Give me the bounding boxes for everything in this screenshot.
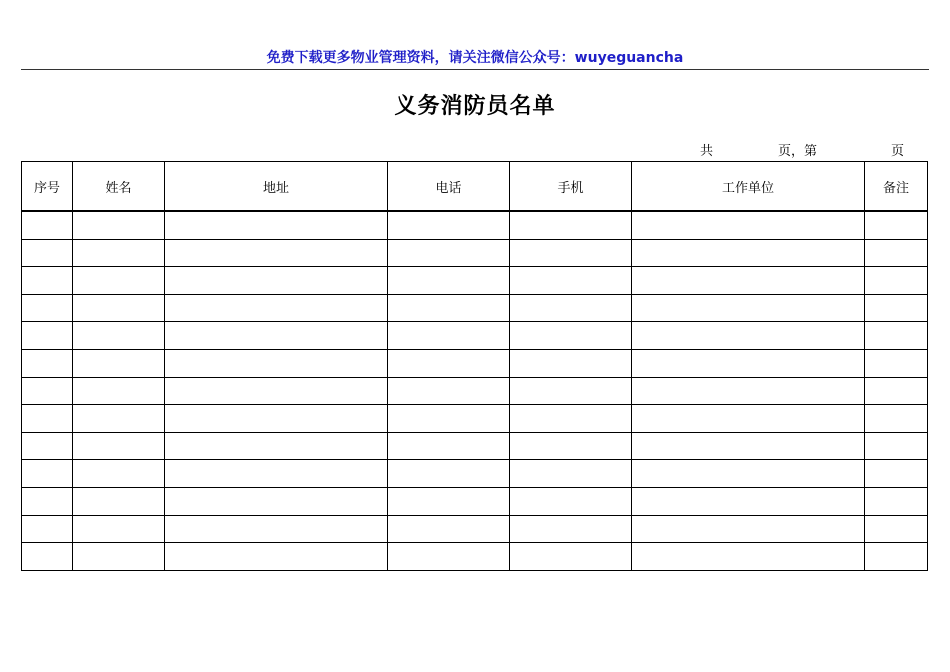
col-header-remarks: 备注 [865,162,928,212]
table-cell[interactable] [73,543,165,571]
table-cell[interactable] [388,487,510,515]
document-title: 义务消防员名单 [394,94,556,119]
table-cell[interactable] [165,432,388,460]
table-cell[interactable] [865,432,928,460]
col-header-serial: 序号 [22,162,73,212]
table-cell[interactable] [865,487,928,515]
table-row [22,377,928,405]
table-cell[interactable] [73,460,165,488]
table-cell[interactable] [73,432,165,460]
table-cell[interactable] [510,294,632,322]
table-body [22,211,928,570]
table-row [22,322,928,350]
table-cell[interactable] [388,377,510,405]
table-cell[interactable] [632,405,865,433]
table-cell[interactable] [632,211,865,239]
table-cell[interactable] [510,432,632,460]
table-cell[interactable] [73,294,165,322]
table-cell[interactable] [510,377,632,405]
table-cell[interactable] [22,487,73,515]
col-header-name: 姓名 [73,162,165,212]
table-row [22,432,928,460]
table-cell[interactable] [632,377,865,405]
table-cell[interactable] [165,543,388,571]
page-separator-label: 页，第 [778,144,818,159]
table-cell[interactable] [22,460,73,488]
table-row [22,211,928,239]
table-cell[interactable] [510,211,632,239]
table-cell[interactable] [22,239,73,267]
table-cell[interactable] [865,543,928,571]
table-cell[interactable] [165,405,388,433]
table-cell[interactable] [22,515,73,543]
volunteer-firefighter-table [21,161,928,571]
table-cell[interactable] [510,543,632,571]
table-cell[interactable] [22,267,73,295]
table-cell[interactable] [165,294,388,322]
table-cell[interactable] [632,515,865,543]
table-cell[interactable] [388,267,510,295]
table-cell[interactable] [22,322,73,350]
table-cell[interactable] [73,487,165,515]
table-row [22,515,928,543]
table-cell[interactable] [165,322,388,350]
table-cell[interactable] [388,211,510,239]
table-cell[interactable] [865,515,928,543]
table-cell[interactable] [165,377,388,405]
table-cell[interactable] [73,239,165,267]
table-cell[interactable] [865,377,928,405]
table-cell[interactable] [510,239,632,267]
table-cell[interactable] [165,487,388,515]
table-cell[interactable] [865,405,928,433]
table-cell[interactable] [22,294,73,322]
table-row [22,349,928,377]
table-cell[interactable] [73,349,165,377]
table-cell[interactable] [388,405,510,433]
table-cell[interactable] [865,294,928,322]
table-cell[interactable] [510,405,632,433]
table-cell[interactable] [22,349,73,377]
table-cell[interactable] [632,432,865,460]
table-cell[interactable] [165,239,388,267]
col-header-employer: 工作单位 [632,162,865,212]
table-cell[interactable] [165,460,388,488]
table-cell[interactable] [388,322,510,350]
table-cell[interactable] [865,460,928,488]
table-cell[interactable] [510,487,632,515]
table-row [22,487,928,515]
table-cell[interactable] [73,267,165,295]
col-header-phone: 电话 [388,162,510,212]
table-cell[interactable] [165,515,388,543]
table-cell[interactable] [22,543,73,571]
table-cell[interactable] [73,515,165,543]
col-header-address: 地址 [165,162,388,212]
table-cell[interactable] [388,460,510,488]
table-cell[interactable] [510,515,632,543]
header-divider [21,69,929,70]
table-cell[interactable] [865,349,928,377]
table-row [22,267,928,295]
table-cell[interactable] [22,405,73,433]
table-cell[interactable] [22,211,73,239]
table-row [22,460,928,488]
table-cell[interactable] [22,377,73,405]
table-cell[interactable] [388,294,510,322]
table-cell[interactable] [388,515,510,543]
table-row [22,405,928,433]
table-cell[interactable] [22,432,73,460]
table-cell[interactable] [73,322,165,350]
header-banner: 免费下载更多物业管理资料，请关注微信公众号：wuyeguancha [266,50,684,66]
table-cell[interactable] [632,487,865,515]
table-row [22,239,928,267]
table-cell[interactable] [388,349,510,377]
table-cell[interactable] [388,432,510,460]
table-cell[interactable] [510,349,632,377]
table-row [22,294,928,322]
table-cell[interactable] [632,322,865,350]
table-cell[interactable] [388,239,510,267]
table-row [22,543,928,571]
table-cell[interactable] [165,267,388,295]
table-cell[interactable] [865,239,928,267]
table-cell[interactable] [510,322,632,350]
table-cell[interactable] [632,460,865,488]
table-cell[interactable] [632,239,865,267]
table-cell[interactable] [165,211,388,239]
table-cell[interactable] [865,267,928,295]
table-cell[interactable] [165,349,388,377]
table-cell[interactable] [632,267,865,295]
table-cell[interactable] [73,405,165,433]
table-cell[interactable] [632,294,865,322]
table-cell[interactable] [388,543,510,571]
table-cell[interactable] [73,377,165,405]
table-header-row [22,162,928,212]
table-cell[interactable] [510,460,632,488]
page-total-label: 共 [700,144,714,159]
table-cell[interactable] [865,211,928,239]
table-cell[interactable] [510,267,632,295]
page-current-label: 页 [891,144,905,159]
col-header-mobile: 手机 [510,162,632,212]
table-cell[interactable] [865,322,928,350]
table-cell[interactable] [73,211,165,239]
table-cell[interactable] [632,349,865,377]
table-cell[interactable] [632,543,865,571]
